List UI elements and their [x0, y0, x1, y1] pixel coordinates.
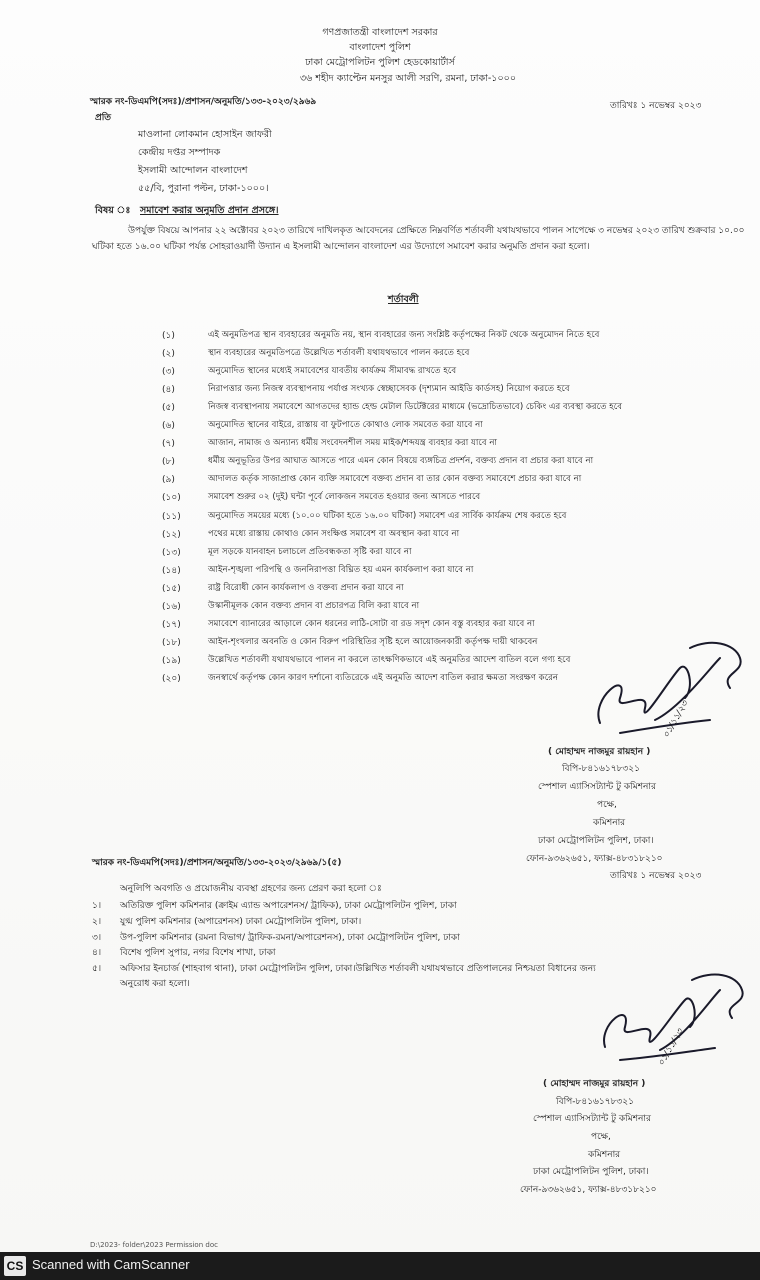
- subject-label: বিষয় ঃ: [95, 205, 131, 216]
- condition-number: (২০): [162, 673, 181, 684]
- header-address: ৩৬ শহীদ ক্যাপ্টেন মনসুর আলী সরণি, রমনা, ঢাকা-১০০০: [299, 73, 517, 84]
- signer-for: পক্ষে,: [597, 800, 617, 810]
- camscanner-text: Scanned with CamScanner: [32, 1257, 190, 1272]
- signer-office: ঢাকা মেট্রোপলিটন পুলিশ, ঢাকা।: [538, 836, 654, 846]
- condition-text: ধর্মীয় অনুভূতির উপর আঘাত আসতে পারে এমন কোন বিষয়ে ব্যঙ্গচিত্র প্রদর্শন, বক্তব্য প্রদান বা প্রচার করা যাবে না: [208, 456, 594, 467]
- copy-item-text: উপ-পুলিশ কমিশনার (রমনা বিভাগ/ ট্রাফিক-রমনা/অপারেশনস), ঢাকা মেট্রোপলিটন পুলিশ, ঢাকা: [120, 933, 460, 943]
- memo-date: তারিখঃ ১ নভেম্বর ২০২৩: [610, 101, 702, 111]
- condition-text: আইন-শৃংখলার অবনতি ও কোন বিরুপ পরিস্থিতির সৃষ্টি হলে আয়োজনকারী কর্তৃপক্ষ দায়ী থাকবেন: [208, 636, 538, 647]
- recipient-address: ৫৫/বি, পুরানা পল্টন, ঢাকা-১০০০।: [138, 183, 269, 194]
- condition-number: (৬): [162, 421, 175, 432]
- condition-number: (১৬): [162, 601, 181, 612]
- condition-text: উল্লেখিত শর্তাবলী যথাযথভাবে পালন না করলে তাৎক্ষণিকভাবে এই অনুমতির আদেশ বাতিল বলে গণ্য হবে: [208, 654, 571, 665]
- copy-item-number: ৪।: [92, 948, 102, 958]
- copy-item-number: ২।: [92, 917, 102, 927]
- signer-phone: ফোন-৯৩৬২৬৫১, ফ্যাক্স-৪৮৩১৮২১০: [526, 854, 663, 864]
- conditions-heading: শর্তাবলী: [388, 294, 419, 305]
- condition-number: (১৮): [162, 637, 181, 648]
- condition-number: (৮): [162, 457, 175, 468]
- signer2-for: পক্ষে,: [591, 1132, 611, 1142]
- copy-memo-number: স্মারক নং-ডিএমপি(সদঃ)/প্রশাসন/অনুমতি/১৩৩-২০২৩/২৯৬৯/১(৫): [92, 858, 342, 868]
- signer2-commissioner: কমিশনার: [588, 1150, 621, 1160]
- condition-number: (১৪): [162, 565, 181, 576]
- condition-text: পথের মধ্যে রাস্তায় কোথাও কোন সংক্ষিপ্ত সমাবেশ বা অবস্থান করা যাবে না: [208, 528, 460, 539]
- header-dmp: ঢাকা মেট্রোপলিটন পুলিশ হেডকোয়ার্টার্স: [305, 57, 455, 68]
- copy-item-text: যুগ্ম পুলিশ কমিশনার (অপারেশনস) ঢাকা মেট্রোপলিটন পুলিশ, ঢাকা।: [120, 917, 362, 927]
- condition-number: (৯): [162, 475, 175, 486]
- condition-number: (১২): [162, 529, 181, 540]
- condition-number: (১১): [162, 511, 181, 522]
- signer2-office: ঢাকা মেট্রোপলিটন পুলিশ, ঢাকা।: [533, 1167, 649, 1177]
- body-paragraph: উপর্যুক্ত বিষয়ে আপনার ২২ অক্টোবর ২০২৩ তারিখে দাখিলকৃত আবেদনের প্রেক্ষিতে নিম্নবর্ণিত শর্তাবলী যথাযথভাবে পালন সাপেক্ষে ৩ নভেম্বর ২০২৩ তারিখ শুক্রবার ১০.০০ ঘটিকা হতে ১৬.০০ ঘটিকা পর্যন্ত সোহরাওয়ার্দী উদ্যান এ ইসলামী আন্দোলন বাংলাদেশ এর উদ্যোগে সমাবেশ করার অনুমতি প্রদান করা হলো।: [92, 226, 745, 252]
- copy-item-number: ৩।: [92, 933, 102, 943]
- signature-date: ০১/১১/২৩: [661, 699, 691, 741]
- memo-number: স্মারক নং-ডিএমপি(সদঃ)/প্রশাসন/অনুমতি/১৩৩-২০২৩/২৯৬৯: [90, 97, 317, 107]
- copy-item-text: বিশেষ পুলিশ সুপার, নগর বিশেষ শাখা, ঢাকা: [120, 948, 276, 958]
- condition-number: (১০): [162, 493, 181, 504]
- copy-item5-cont: অনুরোধ করা হলো।: [120, 979, 190, 989]
- signer2-title: স্পেশাল এ্যাসিসট্যান্ট টু কমিশনার: [533, 1114, 651, 1124]
- condition-text: সমাবেশ শুরুর ০২ (দুই) ঘন্টা পূর্বে লোকজন সমবেত হওয়ার জন্য আসতে পারবে: [208, 492, 481, 503]
- condition-number: (১৯): [162, 655, 181, 666]
- signature-date-2: ০১/১১/২৩: [656, 1027, 686, 1069]
- copy-item-text: অফিসার ইনচার্জ (শাহবাগ থানা), ঢাকা মেট্রোপলিটন পুলিশ, ঢাকা।উল্লিখিত শর্তাবলী যথাযথভাবে প্রতিপালনের নিশ্চয়তা বিধানের জন্য: [120, 964, 596, 974]
- subject-text: সমাবেশ করার অনুমতি প্রদান প্রসঙ্গে।: [140, 205, 279, 216]
- header-police: বাংলাদেশ পুলিশ: [349, 42, 411, 53]
- signer-commissioner: কমিশনার: [593, 818, 626, 828]
- condition-text: অনুমোদিত স্থানের বাইরে, রাস্তায় বা ফুটপাতে কোথাও লোক সমবেত করা যাবে না: [208, 420, 483, 431]
- condition-number: (১): [162, 331, 175, 341]
- condition-text: রাষ্ট্র বিরোধী কোন কার্যকলাপ ও বক্তব্য প্রদান করা যাবে না: [208, 582, 404, 593]
- condition-text: স্থান ব্যবহারের অনুমতিপত্রে উল্লেখিত শর্তাবলী যথাযথভাবে পালন করতে হবে: [208, 348, 470, 359]
- condition-number: (৪): [162, 385, 175, 396]
- condition-number: (১৩): [162, 547, 181, 558]
- camscanner-logo-icon: CS: [4, 1256, 26, 1276]
- signer-bp: বিপি-৮৪১৬১৭৮৩২১: [562, 764, 640, 774]
- condition-text: নিরাপত্তার জন্য নিজস্ব ব্যবস্থাপনায় পর্যাপ্ত সংখ্যক স্বেচ্ছাসেবক (দৃশ্যমান আইডি কার্ডসহ) নিয়োগ করতে হবে: [208, 384, 570, 395]
- copy-item-number: ৫।: [92, 964, 102, 974]
- condition-text: জনস্বার্থে কর্তৃপক্ষ কোন কারণ দর্শানো ব্যতিরেকে এই অনুমতি আদেশ বাতিল করার ক্ষমতা সংরক্ষণ করেন: [208, 672, 559, 683]
- copy-memo-date: তারিখঃ ১ নভেম্বর ২০২৩: [610, 871, 702, 881]
- signer2-name: ( মোহাম্মদ নাজমুর রায়হান ): [543, 1079, 646, 1089]
- condition-text: নিজস্ব ব্যবস্থাপনায় সমাবেশে আগতদের হ্যান্ড হেল্ড মেটাল ডিটেক্টরের মাধ্যমে (ভদ্রোচিতভাবে) চেকিং এর ব্যবস্থা করতে হবে: [208, 402, 623, 413]
- condition-number: (৫): [162, 403, 175, 414]
- condition-text: এই অনুমতিপত্র স্থান ব্যবহারের অনুমতি নয়, স্থান ব্যবহারের জন্য সংশ্লিষ্ট কর্তৃপক্ষের নিকট থেকে অনুমোদন নিতে হবে: [208, 330, 600, 340]
- signer2-phone: ফোন-৯৩৬২৬৫১, ফ্যাক্স-৪৮৩১৮২১০: [520, 1185, 657, 1195]
- condition-text: উস্কানীমূলক কোন বক্তব্য প্রদান বা প্রচারপত্র বিলি করা যাবে না: [208, 600, 420, 611]
- to-label: প্রতি: [95, 113, 112, 123]
- condition-text: সমাবেশে ব্যানারের আড়ালে কোন ধরনের লাঠি-সোটা বা রড সদৃশ কোন বস্তু ব্যবহার করা যাবে না: [208, 618, 535, 629]
- condition-text: আজান, নামাজ ও অন্যান্য ধর্মীয় সংবেদনশীল সময় মাইক/শব্দযন্ত্র ব্যবহার করা যাবে না: [208, 438, 498, 449]
- condition-number: (৭): [162, 439, 175, 450]
- condition-number: (৩): [162, 367, 175, 378]
- condition-text: আদালত কর্তৃক সাজাপ্রাপ্ত কোন ব্যক্তি সমাবেশে বক্তব্য প্রদান বা তার কোন বক্তব্য সমাবেশে প্রচার করা যাবে না: [208, 474, 582, 485]
- condition-text: অনুমোদিত সময়ের মধ্যে (১০.০০ ঘটিকা হতে ১৬.০০ ঘটিকা) সমাবেশ এর সার্বিক কার্যক্রম শেষ করতে হবে: [208, 510, 567, 521]
- signer-title: স্পেশাল এ্যাসিসট্যান্ট টু কমিশনার: [538, 782, 656, 792]
- recipient-designation: কেন্দ্রীয় দপ্তর সম্পাদক: [138, 147, 221, 158]
- condition-text: আইন-শৃঙ্খলা পরিপন্থি ও জননিরাপত্তা বিঘ্নিত হয় এমন কার্যকলাপ করা যাবে না: [208, 564, 474, 575]
- condition-number: (২): [162, 349, 175, 360]
- header-govt: গণপ্রজাতন্ত্রী বাংলাদেশ সরকার: [322, 27, 438, 38]
- condition-text: অনুমোদিত স্থানের মধ্যেই সমাবেশের যাবতীয় কার্যক্রম সীমাবদ্ধ রাখতে হবে: [208, 366, 457, 377]
- signer-name: ( মোহাম্মদ নাজমুর রায়হান ): [548, 747, 651, 757]
- recipient-org: ইসলামী আন্দোলন বাংলাদেশ: [138, 165, 248, 176]
- camscanner-footer: [0, 1252, 760, 1280]
- copy-item-number: ১।: [92, 901, 102, 911]
- condition-text: মূল সড়কে যানবাহন চলাচলে প্রতিবন্ধকতা সৃষ্টি করা যাবে না: [208, 546, 412, 557]
- copy-item-text: অতিরিক্ত পুলিশ কমিশনার (ক্রাইম এ্যান্ড অপারেশনস/ ট্রাফিক), ঢাকা মেট্রোপলিটন পুলিশ, ঢাকা: [120, 901, 457, 911]
- file-reference: D:\2023- folder\2023 Permission doc: [90, 1241, 218, 1249]
- signer2-bp: বিপি-৮৪১৬১৭৮৩২১: [556, 1097, 634, 1107]
- copy-intro: অনুলিপি অবগতি ও প্রয়োজনীয় ব্যবস্থা গ্রহণের জন্য প্রেরণ করা হলো ঃ: [120, 884, 382, 894]
- recipient-name: মাওলানা লোকমান হোসাইন জাফরী: [138, 129, 272, 140]
- condition-number: (১৫): [162, 583, 181, 594]
- condition-number: (১৭): [162, 619, 181, 630]
